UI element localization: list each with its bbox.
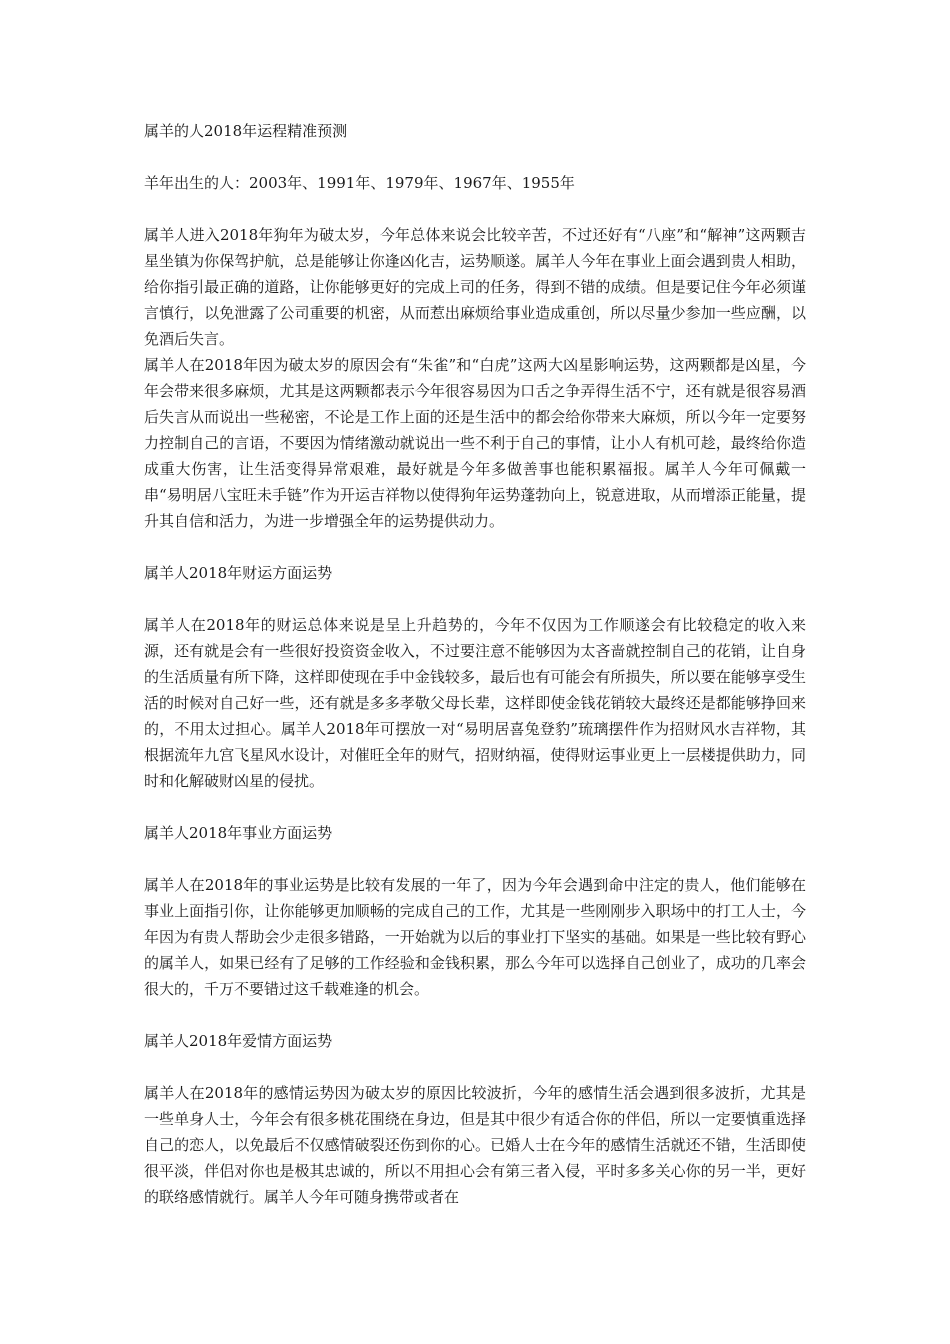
- spacer: [144, 846, 806, 872]
- document-page: [144, 118, 806, 1210]
- spacer: [144, 534, 806, 560]
- wealth-heading: 属羊人2018年财运方面运势: [144, 564, 333, 582]
- wealth-paragraph: 属羊人在2018年的财运总体来说是呈上升趋势的，今年不仅因为工作顺遂会有比较稳定的收入来源，还有就是会有一些很好投资资金收入，不过要注意不能够因为太吝啬就控制自己的花销，让自身的生活质量有所下降，这样即使现在手中金钱较多，最后也有可能会有所损失，所以要在能够享受生活的时候对自己好一些，还有就是多多孝敬父母长辈，这样即使金钱花销较大最终还是都能够挣回来的，不用太过担心。属羊人2018年可摆放一对“易明居喜兔登豹”琉璃摆件作为招财风水吉祥物，其根据流年九宫飞星风水设计，对催旺全年的财气，招财纳福，使得财运事业更上一层楼提供助力，同时和化解破财凶星的侵扰。: [144, 616, 806, 790]
- spacer: [144, 196, 806, 222]
- intro-paragraph-2: 属羊人在2018年因为破太岁的原因会有“朱雀”和“白虎”这两大凶星影响运势，这两颗都是凶星，今年会带来很多麻烦，尤其是这两颗都表示今年很容易因为口舌之争弄得生活不宁，还有就是很容易酒后失言从而说出一些秘密，不论是工作上面的还是生活中的都会给你带来大麻烦，所以今年一定要努力控制自己的言语，不要因为情绪激动就说出一些不利于自己的事情，让小人有机可趁，最终给你造成重大伤害，让生活变得异常艰难，最好就是今年多做善事也能积累福报。属羊人今年可佩戴一串“易明居八宝旺未手链”作为开运吉祥物以使得狗年运势蓬勃向上，锐意进取，从而增添正能量，提升其自信和活力，为进一步增强全年的运势提供动力。: [144, 356, 806, 530]
- birth-years-line: 羊年出生的人：2003年、1991年、1979年、1967年、1955年: [144, 174, 575, 192]
- spacer: [144, 1054, 806, 1080]
- intro-paragraph-1: 属羊人进入2018年狗年为破太岁，今年总体来说会比较辛苦，不过还好有“八座”和“解神”这两颗吉星坐镇为你保驾护航，总是能够让你逢凶化吉，运势顺遂。属羊人今年在事业上面会遇到贵人相助，给你指引最正确的道路，让你能够更好的完成上司的任务，得到不错的成绩。但是要记住今年必须谨言慎行，以免泄露了公司重要的机密，从而惹出麻烦给事业造成重创，所以尽量少参加一些应酬，以免酒后失言。: [144, 226, 806, 348]
- spacer: [144, 1002, 806, 1028]
- spacer: [144, 794, 806, 820]
- document-title: 属羊的人2018年运程精准预测: [144, 122, 348, 140]
- career-paragraph: 属羊人在2018年的事业运势是比较有发展的一年了，因为今年会遇到命中注定的贵人，他们能够在事业上面指引你，让你能够更加顺畅的完成自己的工作，尤其是一些刚刚步入职场中的打工人士，今年因为有贵人帮助会少走很多错路，一开始就为以后的事业打下坚实的基础。如果是一些比较有野心的属羊人，如果已经有了足够的工作经验和金钱积累，那么今年可以选择自己创业了，成功的几率会很大的，千万不要错过这千载难逢的机会。: [144, 876, 806, 998]
- spacer: [144, 144, 806, 170]
- career-heading: 属羊人2018年事业方面运势: [144, 824, 333, 842]
- love-heading: 属羊人2018年爱情方面运势: [144, 1032, 333, 1050]
- love-paragraph: 属羊人在2018年的感情运势因为破太岁的原因比较波折，今年的感情生活会遇到很多波折，尤其是一些单身人士，今年会有很多桃花围绕在身边，但是其中很少有适合你的伴侣，所以一定要慎重选择自己的恋人，以免最后不仅感情破裂还伤到你的心。已婚人士在今年的感情生活就还不错，生活即使很平淡，伴侣对你也是极其忠诚的，所以不用担心会有第三者入侵，平时多多关心你的另一半，更好的联络感情就行。属羊人今年可随身携带或者在: [144, 1084, 806, 1206]
- spacer: [144, 586, 806, 612]
